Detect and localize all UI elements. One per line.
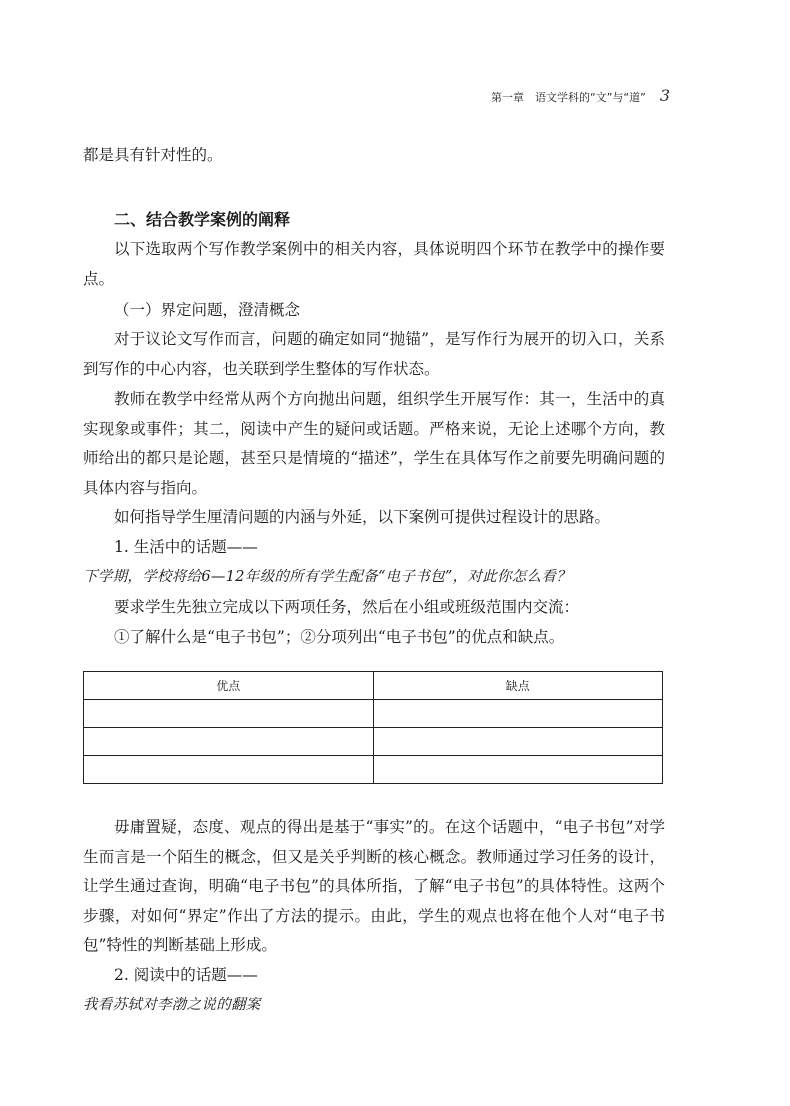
case2-prompt: 我看苏轼对李渤之说的翻案 xyxy=(83,997,261,1013)
table-cell xyxy=(84,756,374,784)
table-cell xyxy=(84,700,374,728)
pros-cons-table xyxy=(83,671,663,784)
case1-title: 1. 生活中的话题—— xyxy=(114,538,258,556)
guide-paragraph: 如何指导学生厘清问题的内涵与外延，以下案例可提供过程设计的思路。 xyxy=(114,508,611,526)
running-header xyxy=(491,86,670,105)
case1-prompt: 下学期，学校将给6—12年级的所有学生配备“电子书包”，对此你怎么看？ xyxy=(83,569,571,585)
case1-subtasks: ①了解什么是“电子书包”；②分项列出“电子书包”的优点和缺点。 xyxy=(114,628,565,646)
intro-paragraph: 以下选取两个写作教学案例中的相关内容，具体说明四个环节在教学中的操作要点。 xyxy=(83,240,665,288)
table-row xyxy=(84,756,663,784)
table-cell xyxy=(373,728,663,756)
table-header-pros: 优点 xyxy=(84,672,374,700)
table-cell xyxy=(84,728,374,756)
table-header-row xyxy=(84,672,663,700)
table-cell xyxy=(373,700,663,728)
running-title: 第一章 语文学科的“文”与“道” xyxy=(491,91,646,104)
table-cell xyxy=(373,756,663,784)
page-number: 3 xyxy=(659,86,670,105)
case1-task: 要求学生先独立完成以下两项任务，然后在小组或班级范围内交流： xyxy=(114,598,580,616)
subsection-heading: （一）界定问题，澄清概念 xyxy=(114,301,301,319)
case2-title: 2. 阅读中的话题—— xyxy=(114,966,258,984)
directions-paragraph: 教师在教学中经常从两个方向抛出问题，组织学生开展写作：其一，生活中的真实现象或事件；其二，阅读中产生的疑问或话题。严格来说，无论上述哪个方向，教师给出的都只是论题，甚至只是情境的“描述”，学生在具体写作之前要先明确问题的具体内容与指向。 xyxy=(83,390,665,497)
table-row xyxy=(84,700,663,728)
anchor-paragraph: 对于议论文写作而言，问题的确定如同“抛锚”，是写作行为展开的切入口，关系到写作的中心内容，也关联到学生整体的写作状态。 xyxy=(83,330,665,378)
table-row xyxy=(84,728,663,756)
continuation-paragraph: 都是具有针对性的。 xyxy=(83,146,223,164)
analysis-paragraph: 毋庸置疑，态度、观点的得出是基于“事实”的。在这个话题中，“电子书包”对学生而言是一个陌生的概念，但又是关乎判断的核心概念。教师通过学习任务的设计，让学生通过查询，明确“电子书包”的具体所指，了解“电子书包”的具体特性。这两个步骤，对如何“界定”作出了方法的提示。由此，学生的观点也将在他个人对“电子书包”特性的判断基础上形成。 xyxy=(83,818,665,954)
section-heading: 二、结合教学案例的阐释 xyxy=(114,210,291,229)
table-header-cons: 缺点 xyxy=(373,672,663,700)
